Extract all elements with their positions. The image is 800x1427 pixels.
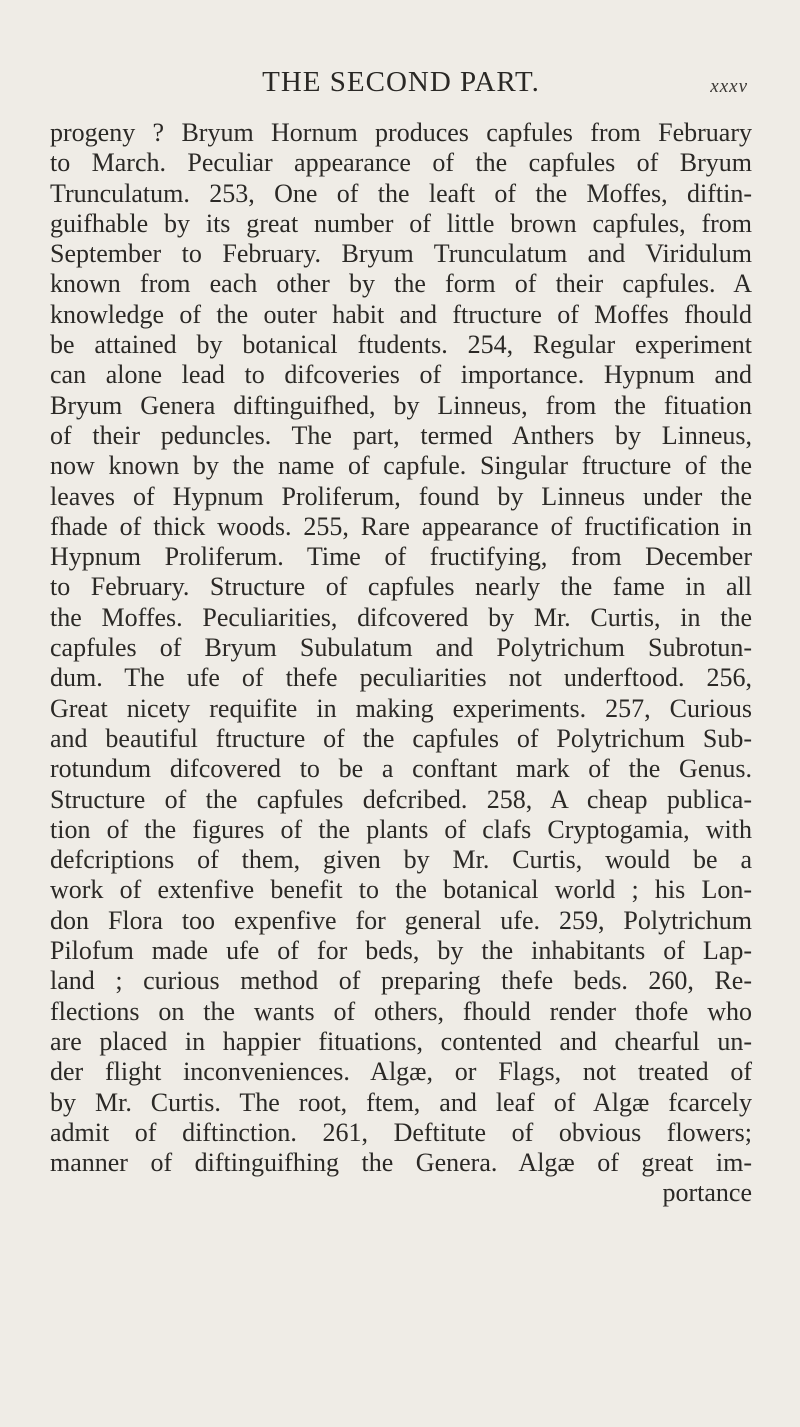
text-line: Pilofum made ufe of for beds, by the inhabitants of Lap- xyxy=(50,936,752,966)
text-line: known from each other by the form of their capfules. A xyxy=(50,269,752,299)
text-line: September to February. Bryum Trunculatum and Viridulum xyxy=(50,239,752,269)
text-line: and beautiful ftructure of the capfules of Polytrichum Sub- xyxy=(50,723,752,753)
text-line: progeny ? Bryum Hornum produces capfules from February xyxy=(50,118,752,147)
text-line: der flight inconveniences. Algæ, or Flags, not treated of xyxy=(50,1057,752,1087)
body-text xyxy=(50,118,752,1209)
text-line: to February. Structure of capfules nearly the fame in all xyxy=(50,572,752,602)
text-line: leaves of Hypnum Proliferum, found by Linneus under the xyxy=(50,481,752,511)
text-line: dum. The ufe of thefe peculiarities not underftood. 256, xyxy=(50,663,752,693)
text-line: Bryum Genera diftinguifhed, by Linneus, from the fituation xyxy=(50,390,752,420)
text-line: admit of diftinction. 261, Deftitute of obvious flowers; xyxy=(50,1117,752,1147)
text-line: portance xyxy=(662,1178,752,1208)
text-line: flections on the wants of others, fhould render thofe who xyxy=(50,996,752,1026)
text-line: land ; curious method of preparing thefe beds. 260, Re- xyxy=(50,966,752,996)
text-line: defcriptions of them, given by Mr. Curtis, would be a xyxy=(50,845,752,875)
text-line: of their peduncles. The part, termed Anthers by Linneus, xyxy=(50,420,752,450)
text-line: capfules of Bryum Subulatum and Polytrichum Subrotun- xyxy=(50,633,752,663)
text-line: Hypnum Proliferum. Time of fructifying, from December xyxy=(50,542,752,572)
text-line: by Mr. Curtis. The root, ftem, and leaf of Algæ fcarcely xyxy=(50,1087,752,1117)
text-line: are placed in happier fituations, contented and chearful un- xyxy=(50,1026,752,1056)
text-line: Trunculatum. 253, One of the leaft of the Moffes, diftin- xyxy=(50,178,752,208)
text-line: manner of diftinguifhing the Genera. Algæ of great im- xyxy=(50,1148,752,1178)
text-line: guifhable by its great number of little brown capfules, from xyxy=(50,208,752,238)
text-line: fhade of thick woods. 255, Rare appearance of fructification in xyxy=(50,511,752,541)
running-title: THE SECOND PART. xyxy=(262,66,540,98)
text-line: Structure of the capfules defcribed. 258, A cheap publica- xyxy=(50,784,752,814)
text-line: work of extenfive benefit to the botanical world ; his Lon- xyxy=(50,875,752,905)
text-line: now known by the name of capfule. Singular ftructure of the xyxy=(50,451,752,481)
page-number: xxxv xyxy=(710,76,748,97)
text-line: Great nicety requifite in making experiments. 257, Curious xyxy=(50,693,752,723)
text-line: to March. Peculiar appearance of the capfules of Bryum xyxy=(50,148,752,178)
text-line: rotundum difcovered to be a conftant mark of the Genus. xyxy=(50,754,752,784)
text-line: can alone lead to difcoveries of importance. Hypnum and xyxy=(50,360,752,390)
text-line: knowledge of the outer habit and ftructure of Moffes fhould xyxy=(50,299,752,329)
running-head xyxy=(50,56,752,100)
text-line: tion of the figures of the plants of clafs Cryptogamia, with xyxy=(50,814,752,844)
text-line: don Flora too expenfive for general ufe. 259, Polytrichum xyxy=(50,905,752,935)
text-line: the Moffes. Peculiarities, difcovered by Mr. Curtis, in the xyxy=(50,602,752,632)
text-line: be attained by botanical ftudents. 254, Regular experiment xyxy=(50,330,752,360)
